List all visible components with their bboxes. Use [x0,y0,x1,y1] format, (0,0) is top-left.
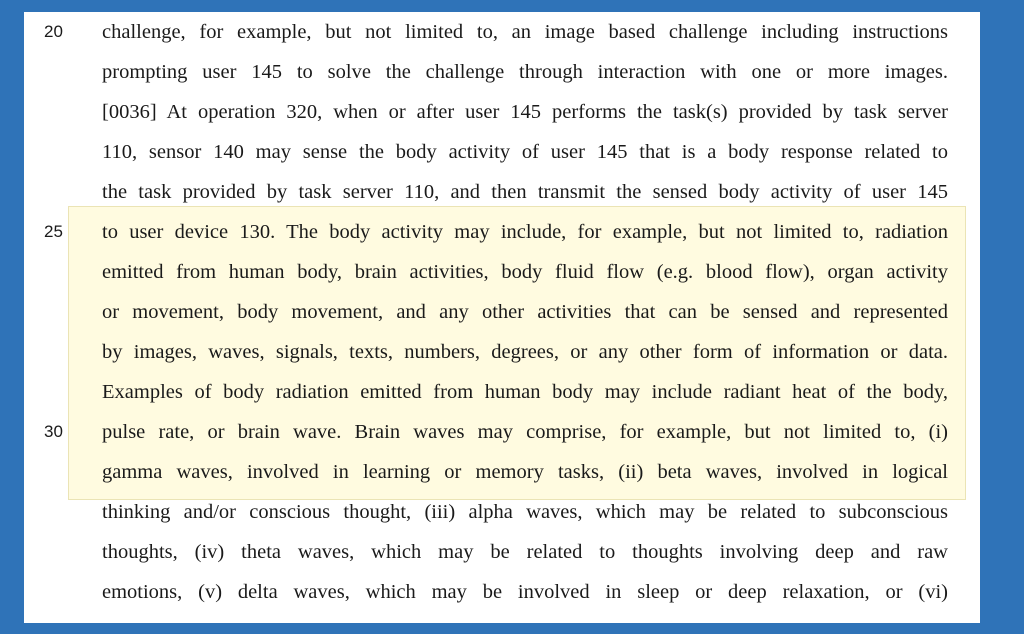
document-page [24,12,980,623]
text-line: prompting user 145 to solve the challenge through interaction with one or more images. [102,61,948,83]
text-line: the task provided by task server 110, and then transmit the sensed body activity of user 145 [102,181,948,203]
text-line: thoughts, (iv) theta waves, which may be related to thoughts involving deep and raw [102,541,948,563]
text-line: 110, sensor 140 may sense the body activity of user 145 that is a body response related to [102,141,948,163]
text-line: gamma waves, involved in learning or memory tasks, (ii) beta waves, involved in logical [102,461,948,483]
text-line: thinking and/or conscious thought, (iii) alpha waves, which may be related to subconscious [102,501,948,523]
text-line: to user device 130. The body activity may include, for example, but not limited to, radiation [102,221,948,243]
text-line: pulse rate, or brain wave. Brain waves may comprise, for example, but not limited to, (i) [102,421,948,443]
text-line: by images, waves, signals, texts, numbers, degrees, or any other form of information or data. [102,341,948,363]
line-number-30: 30 [44,422,63,441]
text-line: Examples of body radiation emitted from human body may include radiant heat of the body, [102,381,948,403]
text-line: challenge, for example, but not limited to, an image based challenge including instructions [102,21,948,43]
text-line: or movement, body movement, and any other activities that can be sensed and represented [102,301,948,323]
text-line: [0036] At operation 320, when or after user 145 performs the task(s) provided by task server [102,101,948,123]
text-line: emitted from human body, brain activities, body fluid flow (e.g. blood flow), organ activity [102,261,948,283]
line-number-20: 20 [44,22,63,41]
text-line: emotions, (v) delta waves, which may be involved in sleep or deep relaxation, or (vi) [102,581,948,603]
line-number-25: 25 [44,222,63,241]
